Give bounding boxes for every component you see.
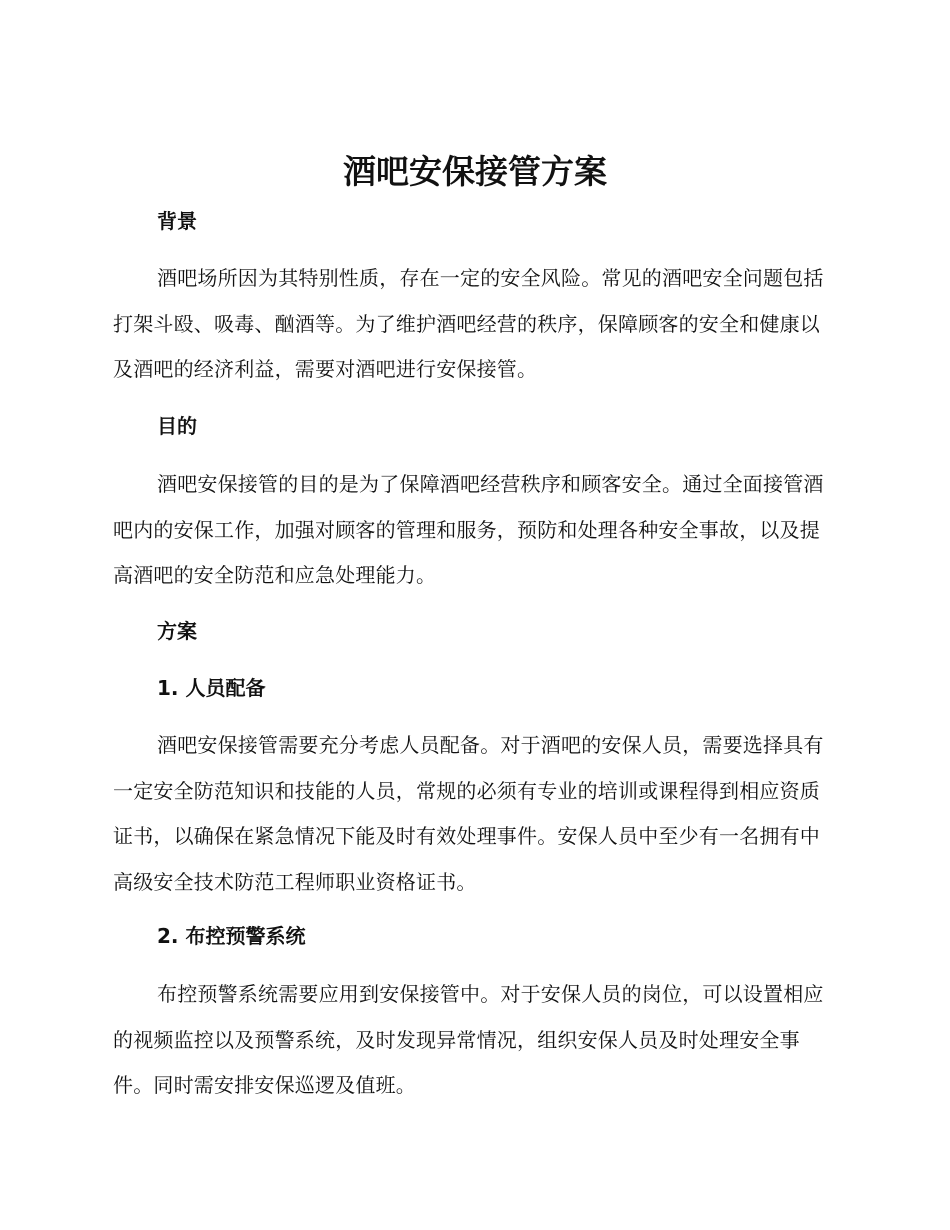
section-heading-background: 背景 bbox=[157, 209, 197, 233]
paragraph-goal: 酒吧安保接管的目的是为了保障酒吧经营秩序和顾客安全。通过全面接管酒吧内的安保工作，加强对顾客的管理和服务，预防和处理各种安全事故，以及提高酒吧的安全防范和应急处理能力。 bbox=[113, 472, 824, 587]
paragraph-background: 酒吧场所因为其特别性质，存在一定的安全风险。常见的酒吧安全问题包括打架斗殴、吸毒、酗酒等。为了维护酒吧经营的秩序，保障顾客的安全和健康以及酒吧的经济利益，需要对酒吧进行安保接管。 bbox=[113, 266, 824, 381]
section-heading-plan: 方案 bbox=[157, 619, 197, 643]
subsection-heading-staffing: 1. 人员配备 bbox=[157, 676, 266, 700]
paragraph-staffing: 酒吧安保接管需要充分考虑人员配备。对于酒吧的安保人员，需要选择具有一定安全防范知识和技能的人员，常规的必须有专业的培训或课程得到相应资质证书，以确保在紧急情况下能及时有效处理事件。安保人员中至少有一名拥有中高级安全技术防范工程师职业资格证书。 bbox=[113, 733, 824, 894]
document-title: 酒吧安保接管方案 bbox=[343, 152, 607, 191]
paragraph-warning-system: 布控预警系统需要应用到安保接管中。对于安保人员的岗位，可以设置相应的视频监控以及预警系统，及时发现异常情况，组织安保人员及时处理安全事件。同时需安排安保巡逻及值班。 bbox=[113, 982, 824, 1097]
section-heading-goal: 目的 bbox=[157, 414, 197, 438]
subsection-heading-warning-system: 2. 布控预警系统 bbox=[157, 924, 306, 948]
